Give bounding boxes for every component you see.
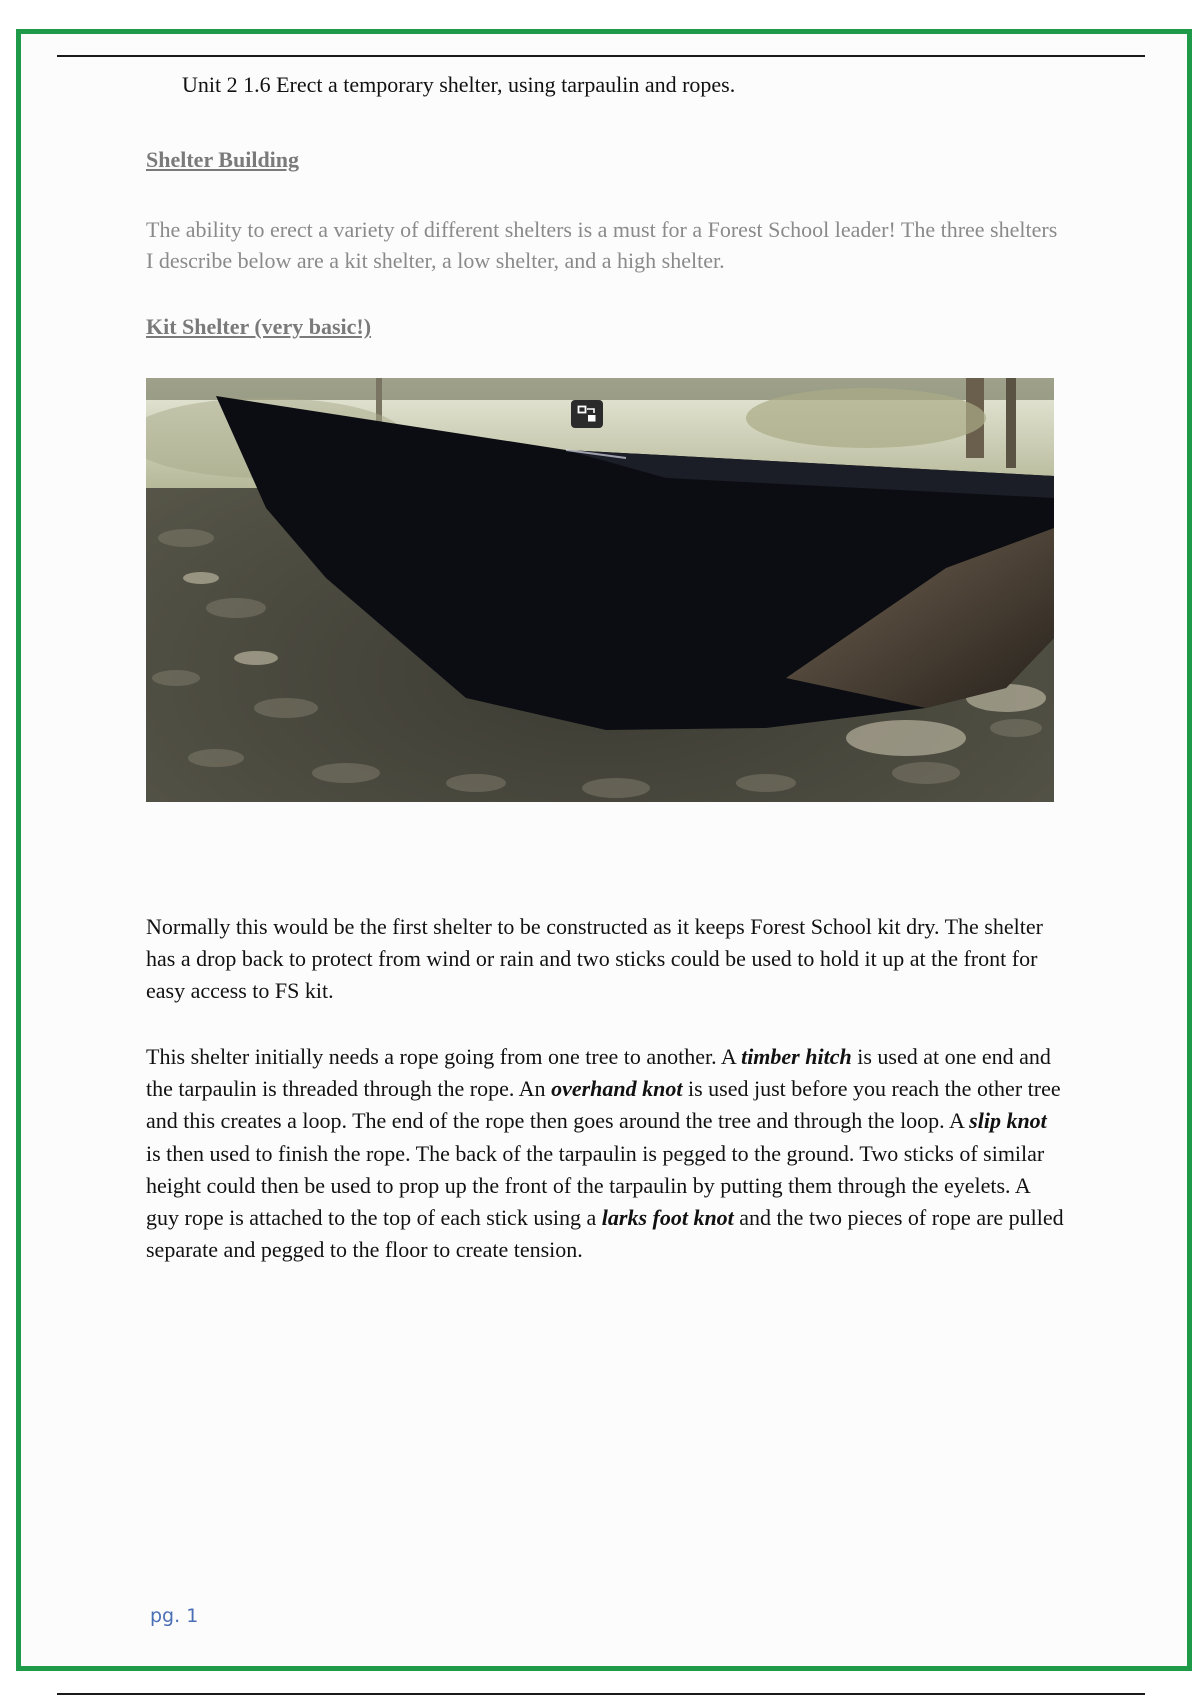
page-number: pg. 1 <box>150 1605 199 1627</box>
subsection-heading: Kit Shelter (very basic!) <box>146 314 372 339</box>
paragraph-2-text-1: This shelter initially needs a rope going from one tree to another. A <box>146 1044 742 1069</box>
intro-paragraph: The ability to erect a variety of different shelters is a must for a Forest School leader! The three shelters I describe below are a kit shelter, a low shelter, and a high shelter. <box>146 217 1058 273</box>
expand-image-icon[interactable] <box>571 400 603 428</box>
kit-shelter-photo <box>146 378 1054 802</box>
knot-slip: slip knot <box>969 1108 1047 1134</box>
paragraph-2-text-5: and the two pieces of rope are pulled separate and pegged to the floor to create tension. <box>146 1205 1064 1263</box>
unit-title: Unit 2 1.6 Erect a temporary shelter, using tarpaulin and ropes. <box>182 72 736 97</box>
body-paragraph-2 <box>146 1041 1066 1266</box>
footer-rule <box>57 1693 1145 1695</box>
paragraph-2-text-3: is used just before you reach the other tree and this creates a loop. The end of the rope then goes around the tree and through the loop. A <box>146 1076 1061 1134</box>
knot-overhand: overhand knot <box>551 1076 683 1102</box>
paragraph-2-text-4: is then used to finish the rope. The back of the tarpaulin is pegged to the ground. Two sticks of similar height could then be used to prop up the front of the tarpaulin by putting them through the eyelets. A guy rope is attached to the top of each stick using a <box>146 1140 1045 1231</box>
header-rule <box>57 55 1145 57</box>
paragraph-2-text-2: is used at one end and the tarpaulin is threaded through the rope. An <box>146 1044 1051 1102</box>
knot-timber-hitch: timber hitch <box>741 1044 852 1069</box>
body-paragraph-1: Normally this would be the first shelter to be constructed as it keeps Forest School kit dry. The shelter has a drop back to protect from wind or rain and two sticks could be used to hold it up at the front for easy access to FS kit. <box>146 914 1043 1003</box>
section-heading: Shelter Building <box>146 147 300 172</box>
knot-larks-foot: larks foot knot <box>601 1205 734 1231</box>
